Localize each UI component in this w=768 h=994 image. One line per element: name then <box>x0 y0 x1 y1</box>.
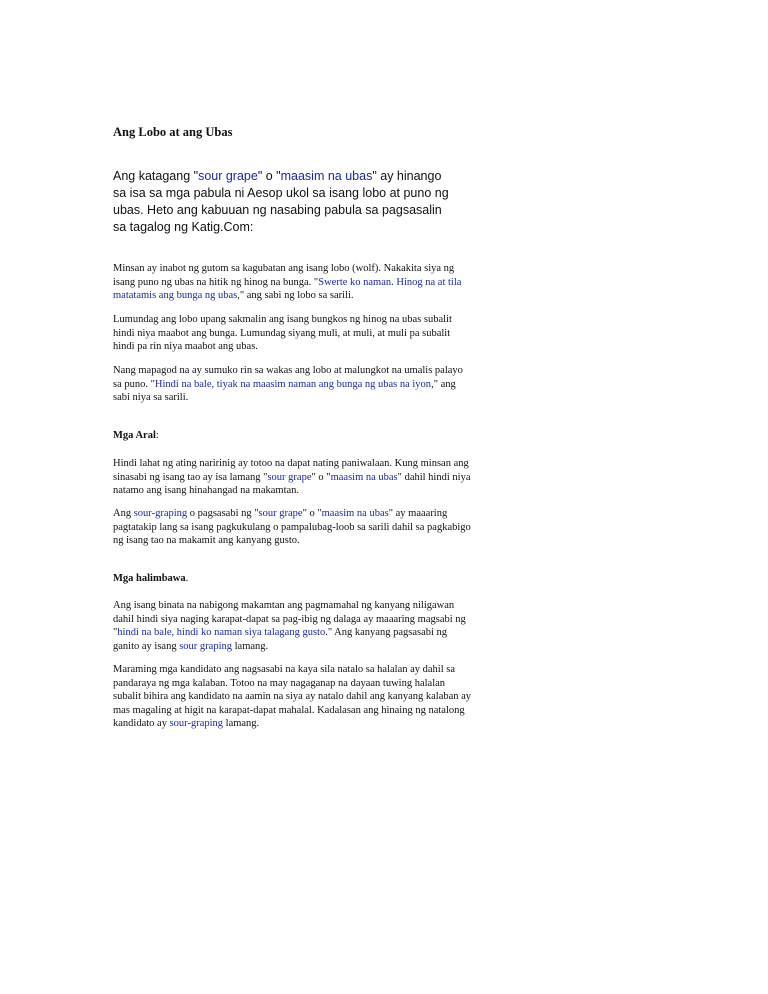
lesson-p1-text-1: Hindi lahat ng ating naririnig ay totoo na dapat nating paniwalaan. Kung minsan ang sinasabi ng isang tao ay isa lamang " <box>113 458 469 483</box>
quote-wolf-sour: Hindi na bale, tiyak na maasim naman ang bunga ng ubas na iyon <box>154 378 432 390</box>
heading-mga-aral-colon: : <box>155 430 159 441</box>
quote-maasim-na-ubas: maasim na ubas <box>280 169 373 183</box>
fable-p3-text-2: ," ang sabi niya sa sarili. <box>113 378 456 403</box>
lesson-p1-text-2: " o " <box>311 471 331 483</box>
fable-paragraph-2 <box>113 313 473 354</box>
quote-sour-graping: sour graping <box>179 640 232 652</box>
quote-sour-grape: sour grape <box>267 471 312 483</box>
quote-hindi-na-bale: hindi na bale, hindi ko naman siya talagang gusto <box>117 627 326 638</box>
fable-p3-text-1: Nang mapagod na ay sumuko rin sa wakas ang lobo at malungkot na umalis palayo sa puno. " <box>113 365 463 390</box>
heading-mga-halimbawa-period: . <box>185 573 189 584</box>
example-p1-text-2: ." Ang kanyang pagsasabi ng ganito ay isang <box>113 627 448 652</box>
lesson-p1-text-3: " dahil hindi niya natamo ang isang hinahangad na makamtan. <box>113 471 471 496</box>
lesson-p2-text-2: o pagsasabi ng " <box>187 508 259 519</box>
heading-mga-halimbawa-label: Mga halimbawa <box>113 573 186 584</box>
quote-sour-grape: sour grape <box>198 169 258 183</box>
quote-maasim-na-ubas: maasim na ubas <box>321 508 389 519</box>
fable-p1-text-2: ," ang sabi ng lobo sa sarili. <box>237 290 354 301</box>
heading-mga-aral-label: Mga Aral <box>113 430 156 441</box>
lesson-paragraph-2 <box>113 507 473 548</box>
fable-p1-text-1: Minsan ay inabot ng gutom sa kagubatan ang isang lobo (wolf). Nakakita siya ng isang puno ng ubas na hitik ng hinog na bunga. " <box>113 263 455 288</box>
example-p2-text-1: Maraming mga kandidato ang nagsasabi na kaya sila natalo sa halalan ay dahil sa pandaraya ng mga kalaban. Totoo na may nagaganap na dayaan tuwing halalan subalit bihira ang kandidato na aamin na siya ay natalo dahil ang kanyang kalaban ay mas magaling at higit na karapat-dapat mahalal. Kadalasan ang hinaing ng natalong kandidato ay <box>113 664 472 729</box>
fable-paragraph-1 <box>113 262 473 303</box>
quote-sour-graping: sour-graping <box>133 508 188 519</box>
intro-text-3: " ay hinango sa isa sa mga pabula ni Aesop ukol sa isang lobo at puno ng ubas. Heto ang kabuuan ng nasabing pabula sa pagsasalin sa tagalog ng Katig.Com: <box>113 169 449 234</box>
example-p2-text-2: lamang. <box>223 718 260 729</box>
quote-wolf-lucky: Swerte ko naman. Hinog na at tila matatamis ang bunga ng ubas <box>113 276 462 301</box>
quote-maasim-na-ubas: maasim na ubas <box>330 471 398 483</box>
lesson-p2-text-4: " ay maaaring pagtatakip lang sa isang pagkukulang o pampalubag-loob sa sarili dahil sa pagkabigo ng isang tao na makamit ang kanyang gusto. <box>113 508 471 546</box>
example-p1-text-3: lamang. <box>232 640 269 652</box>
intro-text-1: Ang katagang " <box>113 169 199 183</box>
intro-paragraph <box>113 168 453 236</box>
lesson-p2-text-1: Ang <box>113 508 134 519</box>
fable-p2-text: Lumundag ang lobo upang sakmalin ang isang bungkos ng hinog na ubas subalit hindi niya maabot ang bunga. Lumundag siyang muli, at muli, at muli pa subalit hindi pa rin niya maabot ang ubas. <box>113 314 452 352</box>
page-title: Ang Lobo at ang Ubas <box>113 125 233 139</box>
example-paragraph-2 <box>113 663 473 731</box>
lesson-p2-text-3: " o " <box>302 508 322 519</box>
heading-mga-aral <box>113 430 159 441</box>
quote-sour-graping: sour-graping <box>169 718 224 729</box>
fable-paragraph-3 <box>113 364 473 405</box>
example-paragraph-1 <box>113 599 473 653</box>
heading-mga-halimbawa <box>113 573 188 584</box>
lesson-paragraph-1 <box>113 457 473 498</box>
intro-text-2: " o " <box>257 169 281 183</box>
quote-sour-grape: sour grape <box>258 508 303 519</box>
example-p1-text-1: Ang isang binata na nabigong makamtan ang pagmamahal ng kanyang niligawan dahil hindi siya naging karapat-dapat sa pag-ibig ng dalaga ay maaaring magsabi ng " <box>113 600 466 638</box>
